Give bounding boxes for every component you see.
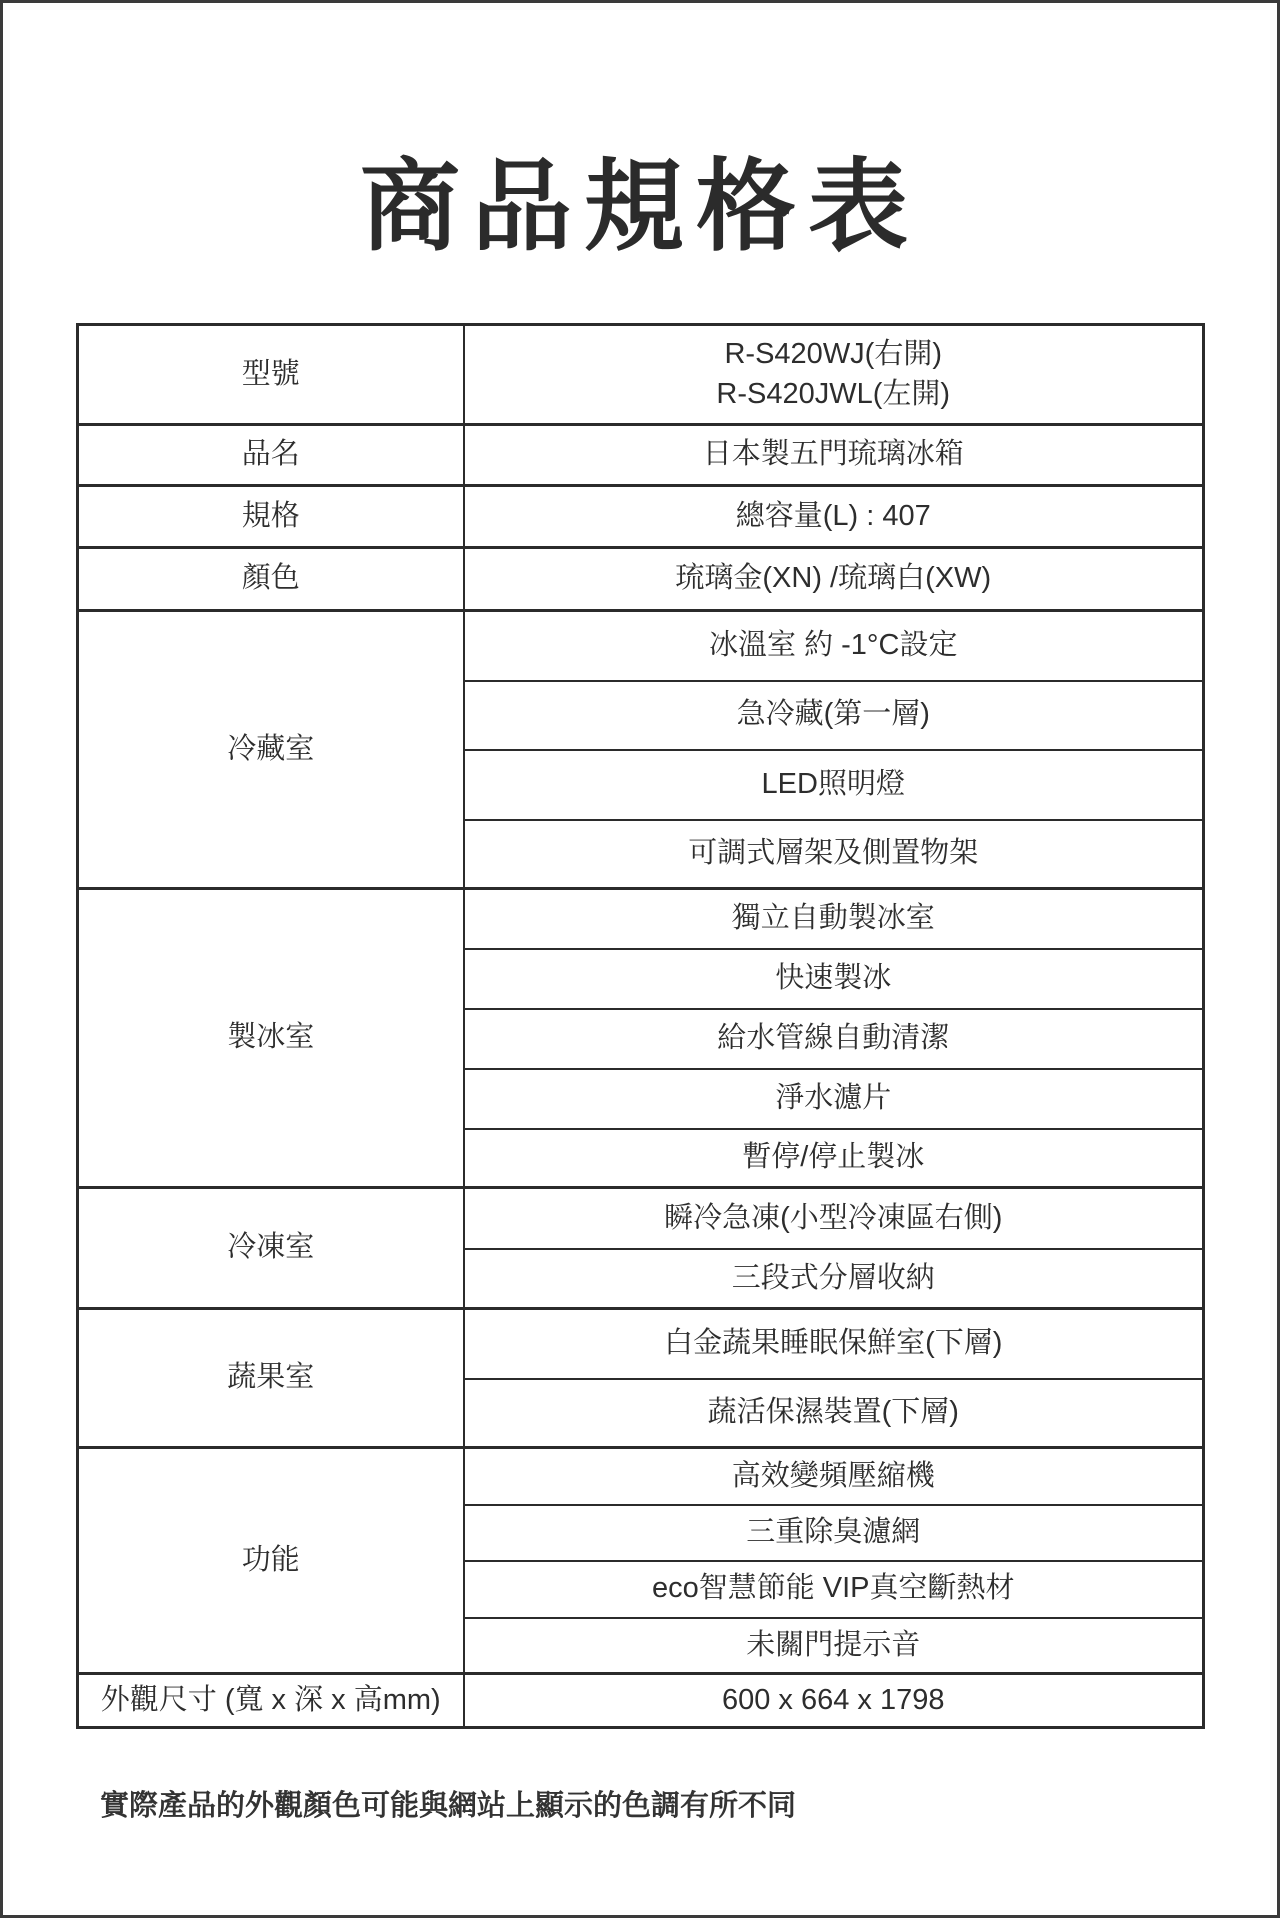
fridge-feature: 急冷藏(第一層) <box>464 681 1204 750</box>
function-feature: 高效變頻壓縮機 <box>464 1448 1204 1505</box>
row-label-vegetable: 蔬果室 <box>78 1309 464 1448</box>
spec-table <box>76 323 1205 1729</box>
vegetable-feature: 蔬活保濕裝置(下層) <box>464 1379 1204 1448</box>
row-value-dimensions: 600 x 664 x 1798 <box>464 1674 1204 1728</box>
icemaker-feature: 快速製冰 <box>464 949 1204 1009</box>
row-label-product-name: 品名 <box>78 425 464 486</box>
footer-note: 實際產品的外觀顏色可能與網站上顯示的色調有所不同 <box>100 1790 797 1822</box>
freezer-feature: 三段式分層收納 <box>464 1249 1204 1309</box>
table-row <box>78 611 1204 681</box>
table-row <box>78 486 1204 548</box>
row-value-model <box>464 325 1204 425</box>
icemaker-feature: 給水管線自動清潔 <box>464 1009 1204 1069</box>
row-label-fridge: 冷藏室 <box>78 611 464 889</box>
row-value-product-name: 日本製五門琉璃冰箱 <box>464 425 1204 486</box>
function-feature: eco智慧節能 VIP真空斷熱材 <box>464 1561 1204 1618</box>
row-label-color: 顏色 <box>78 548 464 611</box>
fridge-feature: 冰溫室 約 -1°C設定 <box>464 611 1204 681</box>
table-row <box>78 548 1204 611</box>
fridge-feature: LED照明燈 <box>464 750 1204 820</box>
function-feature: 三重除臭濾網 <box>464 1505 1204 1561</box>
model-line-1: R-S420WJ(右開) <box>724 338 942 371</box>
freezer-feature: 瞬冷急凍(小型冷凍區右側) <box>464 1188 1204 1249</box>
row-label-freezer: 冷凍室 <box>78 1188 464 1309</box>
row-label-function: 功能 <box>78 1448 464 1674</box>
table-row <box>78 1309 1204 1379</box>
model-line-2: R-S420JWL(左開) <box>716 377 951 410</box>
table-row <box>78 325 1204 425</box>
icemaker-feature: 淨水濾片 <box>464 1069 1204 1129</box>
row-value-spec: 總容量(L) : 407 <box>464 486 1204 548</box>
table-row <box>78 1188 1204 1249</box>
row-label-icemaker: 製冰室 <box>78 889 464 1188</box>
table-row <box>78 1448 1204 1505</box>
page-title: 商品規格表 <box>360 151 920 263</box>
row-label-spec: 規格 <box>78 486 464 548</box>
row-label-model: 型號 <box>78 325 464 425</box>
fridge-feature: 可調式層架及側置物架 <box>464 820 1204 889</box>
function-feature: 未關門提示音 <box>464 1618 1204 1674</box>
row-label-dimensions: 外觀尺寸 (寬 x 深 x 高mm) <box>78 1674 464 1728</box>
row-value-color: 琉璃金(XN) /琉璃白(XW) <box>464 548 1204 611</box>
table-row <box>78 425 1204 486</box>
icemaker-feature: 獨立自動製冰室 <box>464 889 1204 949</box>
table-row <box>78 1674 1204 1728</box>
table-row <box>78 889 1204 949</box>
icemaker-feature: 暫停/停止製冰 <box>464 1129 1204 1188</box>
vegetable-feature: 白金蔬果睡眠保鮮室(下層) <box>464 1309 1204 1379</box>
